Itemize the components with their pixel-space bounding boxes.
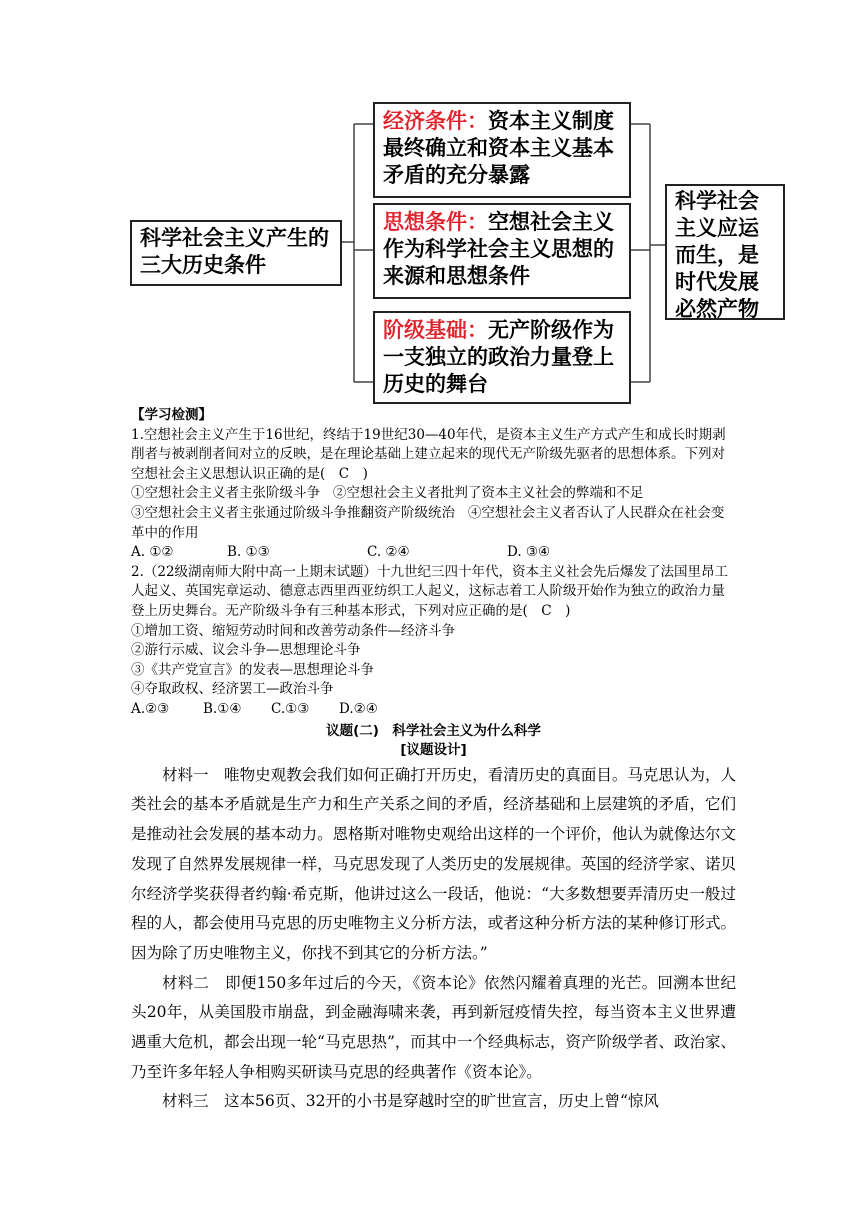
connector-right (631, 124, 665, 382)
choice: B.①④ (203, 700, 242, 717)
question-2-option: ②游行示威、议会斗争—思想理论斗争 (131, 642, 361, 659)
question-2-stem: 2.（22级湖南师大附中高一上期末试题）十九世纪三四十年代，资本主义社会先后爆发了法国里昂工人起义、英国宪章运动、德意志西里西亚纺织工人起义，这标志着工人阶级开始作为独立的政治力量登上历史舞台。无产阶级斗争有三种基本形式，下列对应正确的是( C ) (131, 563, 729, 619)
section-heading: 【学习检测】 (131, 407, 212, 423)
choice: B. ①③ (227, 544, 270, 561)
choice: C. ②④ (367, 544, 410, 561)
document-body (131, 406, 736, 1117)
condition-label: 思想条件： (383, 210, 488, 234)
condition-box-class (373, 311, 631, 404)
question-1-options-row2 (131, 504, 736, 543)
condition-label: 经济条件： (383, 109, 488, 133)
material-paragraph: 材料三 这本56页、32开的小书是穿越时空的旷世宣言，历史上曾“惊风 (162, 1092, 659, 1111)
question-1-options-row1 (131, 484, 736, 504)
condition-box-thought (373, 203, 631, 299)
materials (131, 761, 736, 1117)
right-box-text: 科学社会主义应运而生，是时代发展必然产物 (675, 189, 759, 321)
topic-subtitle: [议题设计] (400, 742, 467, 759)
left-box-text: 科学社会主义产生的三大历史条件 (140, 226, 329, 277)
material-paragraph: 材料二 即便150多年过后的今天，《资本论》依然闪耀着真理的光芒。回溯本世纪头20年，从美国股市崩盘，到金融海啸来袭，再到新冠疫情失控，每当资本主义世界遭遇重大危机，都会出现一轮“马克思热”，而其中一个经典标志，资产阶级学者、政治家、乃至许多年轻人争相购买研读马克思的经典著作《资本论》。 (131, 973, 736, 1081)
question-2-choices (131, 700, 736, 720)
condition-box-economic (373, 102, 631, 198)
choice: A. ①② (131, 544, 174, 561)
left-box (130, 220, 342, 286)
question-1-stem: 1.空想社会主义产生于16世纪，终结于19世纪30—40年代，是资本主义生产方式产生和成长时期剥削者与被剥削者间对立的反映，是在理论基础上建立起来的现代无产阶级先驱者的思想体系。下列对空想社会主义思想认识正确的是( C ) (131, 426, 726, 482)
condition-text: 资本主义制度最终确立和资本主义基本矛盾的充分暴露 (383, 109, 614, 187)
question-1-choices (131, 543, 736, 563)
condition-text: 无产阶级作为一支独立的政治力量登上历史的舞台 (383, 318, 614, 396)
right-box (665, 184, 785, 320)
question-2-option: ③《共产党宣言》的发表—思想理论斗争 (131, 661, 374, 678)
choice: D.②④ (339, 700, 378, 717)
choice: A.②③ (131, 700, 170, 717)
condition-label: 阶级基础： (383, 318, 488, 342)
question-2-option: ④夺取政权、经济罢工—政治斗争 (131, 681, 334, 698)
choice: D. ③④ (507, 544, 551, 561)
question-2-option: ①增加工资、缩短劳动时间和改善劳动条件—经济斗争 (131, 622, 455, 639)
material-paragraph: 材料一 唯物史观教会我们如何正确打开历史，看清历史的真面目。马克思认为，人类社会的基本矛盾就是生产力和生产关系之间的矛盾，经济基础和上层建筑的矛盾，它们是推动社会发展的基本动力。恩格斯对唯物史观给出这样的一个评价，他认为就像达尔文发现了自然界发展规律一样，马克思发现了人类历史的发展规律。英国的经济学家、诺贝尔经济学奖获得者约翰·希克斯，他讲过这么一段话，他说：“大多数想要弄清历史一般过程的人，都会使用马克思的历史唯物主义分析方法，或者这种分析方法的某种修订形式。因为除了历史唯物主义，你找不到其它的分析方法。” (131, 765, 736, 962)
condition-text: 空想社会主义作为科学社会主义思想的来源和思想条件 (383, 210, 614, 288)
option: ④空想社会主义者否认了人民群众在社会变革中的作用 (131, 504, 725, 541)
option: ③空想社会主义者主张通过阶级斗争推翻资产阶级统治 (131, 504, 455, 521)
option: ①空想社会主义者主张阶级斗争 (131, 485, 320, 502)
topic-title: 议题(二) 科学社会主义为什么科学 (326, 722, 541, 739)
option: ②空想社会主义者批判了资本主义社会的弊端和不足 (332, 485, 644, 502)
connector-left (342, 124, 373, 382)
choice: C.①③ (271, 700, 310, 717)
